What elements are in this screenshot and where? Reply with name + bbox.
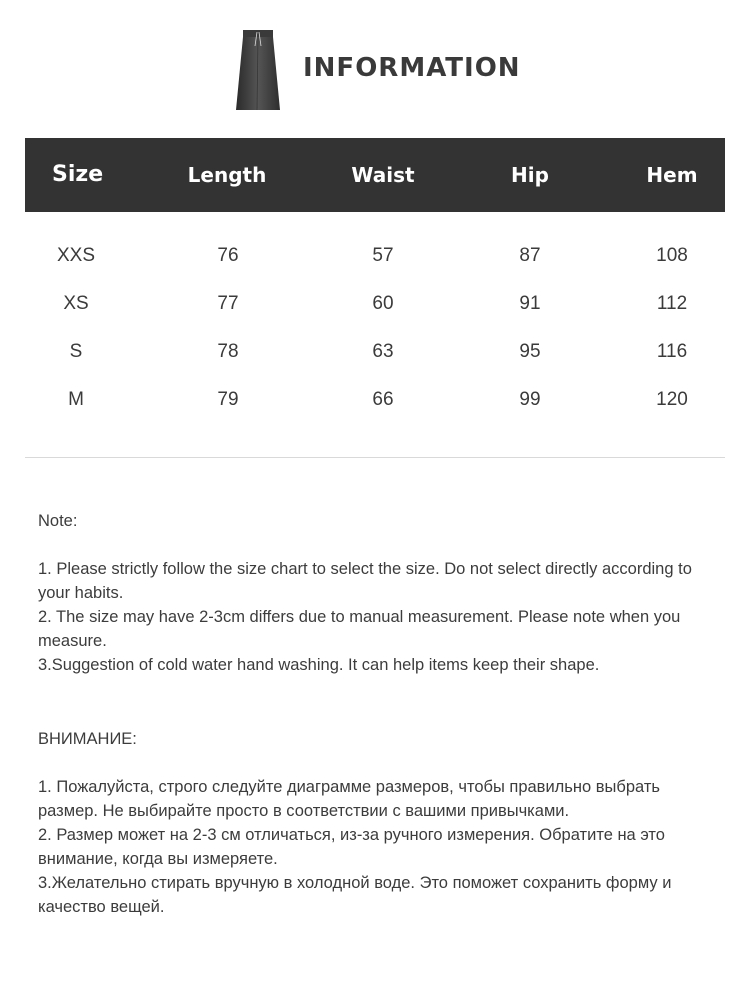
- cell-hip: 87: [519, 245, 541, 266]
- cell-size: XS: [63, 293, 89, 314]
- table-row: [25, 232, 725, 280]
- cell-hem: 108: [656, 245, 688, 266]
- table-row: [25, 328, 725, 376]
- note-item: 3.Suggestion of cold water hand washing. It can help items keep their shape.: [38, 656, 600, 674]
- cell-waist: 66: [372, 389, 394, 410]
- skirt-icon: [228, 28, 288, 112]
- column-header-waist: Waist: [351, 163, 415, 187]
- cell-waist: 57: [372, 245, 394, 266]
- notes-russian: [38, 727, 718, 919]
- cell-hip: 91: [519, 293, 541, 314]
- note-item: 1. Пожалуйста, строго следуйте диаграмме размеров, чтобы правильно выбрать размер. Не выбирайте просто в соответствии с вашими привычками.: [38, 778, 660, 820]
- column-header-size: Size: [52, 162, 104, 187]
- cell-waist: 60: [372, 293, 394, 314]
- cell-hem: 112: [656, 293, 688, 314]
- header: [0, 26, 750, 116]
- note-item: 1. Please strictly follow the size chart to select the size. Do not select directly according to your habits.: [38, 560, 692, 602]
- cell-length: 78: [217, 341, 239, 362]
- divider: [25, 457, 725, 458]
- cell-size: S: [69, 341, 83, 362]
- cell-length: 79: [217, 389, 239, 410]
- table-row: [25, 376, 725, 424]
- cell-hip: 95: [519, 341, 541, 362]
- column-header-hem: Hem: [646, 163, 698, 187]
- note-item: 2. Размер может на 2-3 см отличаться, из-за ручного измерения. Обратите на это внимание, когда вы измеряете.: [38, 826, 665, 868]
- cell-length: 77: [217, 293, 239, 314]
- page-title: INFORMATION: [303, 53, 521, 83]
- cell-waist: 63: [372, 341, 394, 362]
- note-item: 2. The size may have 2-3cm differs due to manual measurement. Please note when you measure.: [38, 608, 681, 650]
- cell-size: XXS: [56, 245, 96, 266]
- notes-heading: Note:: [38, 512, 78, 530]
- column-header-length: Length: [187, 163, 267, 187]
- cell-size: M: [68, 389, 84, 410]
- column-header-hip: Hip: [511, 163, 549, 187]
- cell-hip: 99: [519, 389, 541, 410]
- note-item: 3.Желательно стирать вручную в холодной воде. Это поможет сохранить форму и качество вещей.: [38, 874, 672, 916]
- cell-hem: 120: [656, 389, 688, 410]
- table-row: [25, 280, 725, 328]
- cell-length: 76: [217, 245, 239, 266]
- cell-hem: 116: [656, 341, 688, 362]
- size-table-header: [25, 138, 725, 212]
- notes-english: [38, 509, 718, 677]
- notes-heading: ВНИМАНИЕ:: [38, 730, 137, 748]
